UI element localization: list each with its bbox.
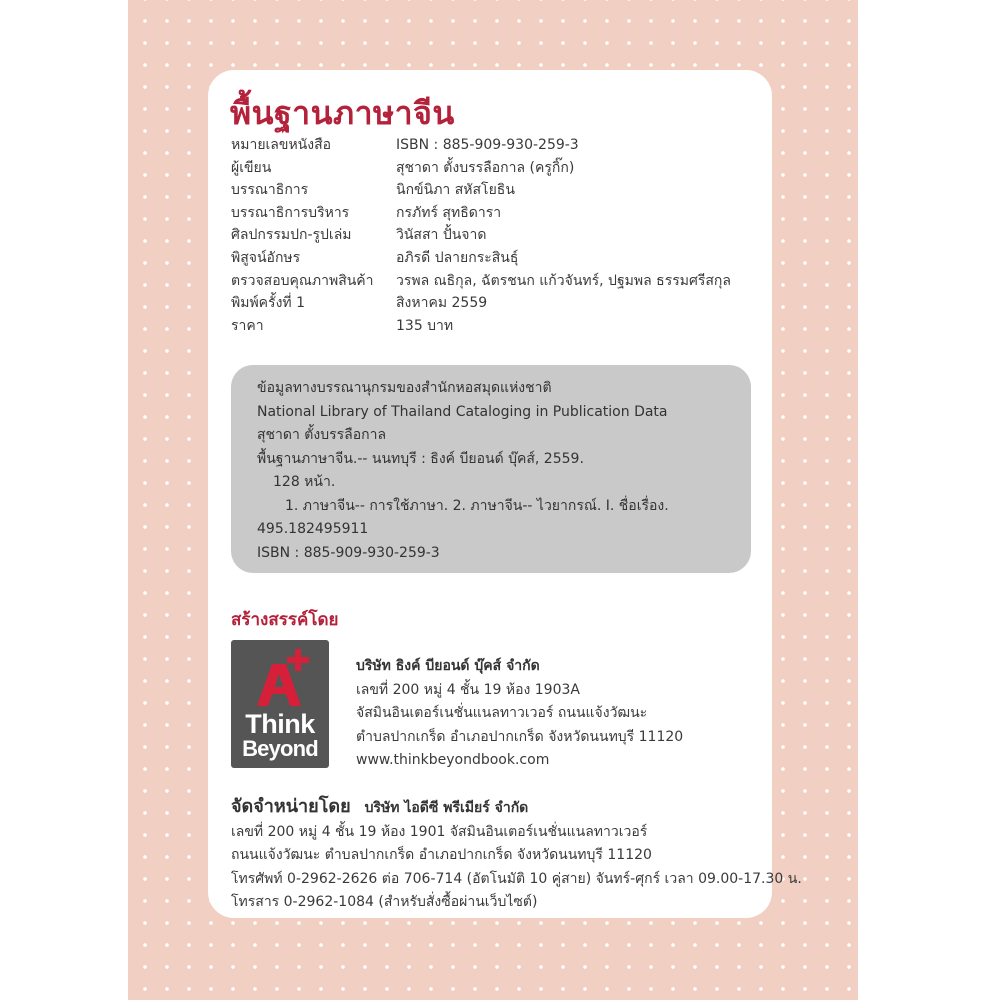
credit-value: นิกข์นิภา สหัสโยธิน [396,182,515,199]
credit-label: บรรณาธิการ [231,182,309,199]
credit-row [231,315,761,338]
distributor-address-2: ถนนแจ้งวัฒนะ ตำบลปากเกร็ด อำเภอปากเกร็ด จังหวัดนนทบุรี 11120 [231,847,652,863]
cip-isbn: ISBN : 885-909-930-259-3 [257,544,440,561]
credit-value: วรพล ณธิกุล, ฉัตรชนก แก้วจันทร์, ปฐมพล ธรรมศรีสกุล [396,272,731,289]
cip-classification: 495.182495911 [257,521,369,537]
cip-author: สุชาดา ตั้งบรรลือกาล [257,427,387,443]
credit-label: พิสูจน์อักษร [231,249,301,266]
credit-label: ผู้เขียน [231,159,272,176]
credit-label: ราคา [231,317,264,334]
credit-value: วินัสสา ปั้นจาด [396,227,487,244]
credit-value: 135 บาท [396,317,454,334]
credit-value: อภิรดี ปลายกระสินธุ์ [396,249,519,266]
credit-row [231,224,761,247]
credit-label: หมายเลขหนังสือ [231,137,332,153]
credit-value: สิงหาคม 2559 [396,295,488,312]
cip-title-publisher: พื้นฐานภาษาจีน.-- นนทบุรี : ธิงค์ บียอนด์ บุ๊คส์, 2559. [257,450,584,467]
distributor-info [231,795,802,915]
distributor-fax: โทรสาร 0-2962-1084 (สำหรับสั่งซื้อผ่านเว็บไซต์) [231,894,538,910]
credit-label: บรรณาธิการบริหาร [231,204,350,221]
credit-label: พิมพ์ครั้งที่ 1 [231,295,305,312]
publisher-address-2: จัสมินอินเตอร์เนชั่นแนลทาวเวอร์ ถนนแจ้งวัฒนะ [356,705,648,721]
distributor-address-1: เลขที่ 200 หมู่ 4 ชั้น 19 ห้อง 1901 จัสมินอินเตอร์เนชั่นแนลทาวเวอร์ [231,823,648,840]
cip-heading-thai: ข้อมูลทางบรรณานุกรมของสำนักหอสมุดแห่งชาติ [257,380,552,396]
think-beyond-logo [231,640,329,768]
credit-value: สุชาดา ตั้งบรรลือกาล (ครูกิ๊ก) [396,159,575,176]
logo-beyond-text: Beyond [242,736,318,761]
logo-think-text: Think [245,709,315,739]
publisher-name: บริษัท ธิงค์ บียอนด์ บุ๊คส์ จำกัด [356,658,540,674]
publisher-info [356,655,683,773]
credit-row [231,292,761,315]
credit-row [231,247,761,270]
credit-row [231,270,761,293]
credit-row [231,134,761,157]
credits-table [231,134,761,337]
publisher-address-1: เลขที่ 200 หมู่ 4 ชั้น 19 ห้อง 1903A [356,681,580,698]
distributor-phone: โทรศัพท์ 0-2962-2626 ต่อ 706-714 (อัตโนมัติ 10 คู่สาย) จันทร์-ศุกร์ เวลา 09.00-17.30 น. [231,870,802,887]
cip-subjects: 1. ภาษาจีน-- การใช้ภาษา. 2. ภาษาจีน-- ไวยากรณ์. I. ชื่อเรื่อง. [285,497,669,514]
publisher-website: www.thinkbeyondbook.com [356,752,550,768]
created-by-heading: สร้างสรรค์โดย [231,610,339,630]
credit-value: กรภัทร์ สุทธิดารา [396,204,502,221]
credit-label: ศิลปกรรมปก-รูปเล่ม [231,227,352,244]
publisher-address-3: ตำบลปากเกร็ด อำเภอปากเกร็ด จังหวัดนนทบุรี 11120 [356,728,684,745]
credit-value: ISBN : 885-909-930-259-3 [396,137,579,153]
credit-row [231,157,761,180]
cip-heading-english: National Library of Thailand Cataloging in Publication Data [257,403,668,420]
credit-label: ตรวจสอบคุณภาพสินค้า [231,272,374,289]
cataloging-data-box [231,365,751,573]
distributor-name: บริษัท ไอดีซี พรีเมียร์ จำกัด [364,800,529,816]
credit-row [231,202,761,225]
book-title: พื้นฐานภาษาจีน [230,95,455,131]
cip-pages: 128 หน้า. [273,474,336,490]
credit-row [231,179,761,202]
distributor-heading [231,795,802,821]
distributed-by-label: จัดจำหน่ายโดย [231,796,351,817]
